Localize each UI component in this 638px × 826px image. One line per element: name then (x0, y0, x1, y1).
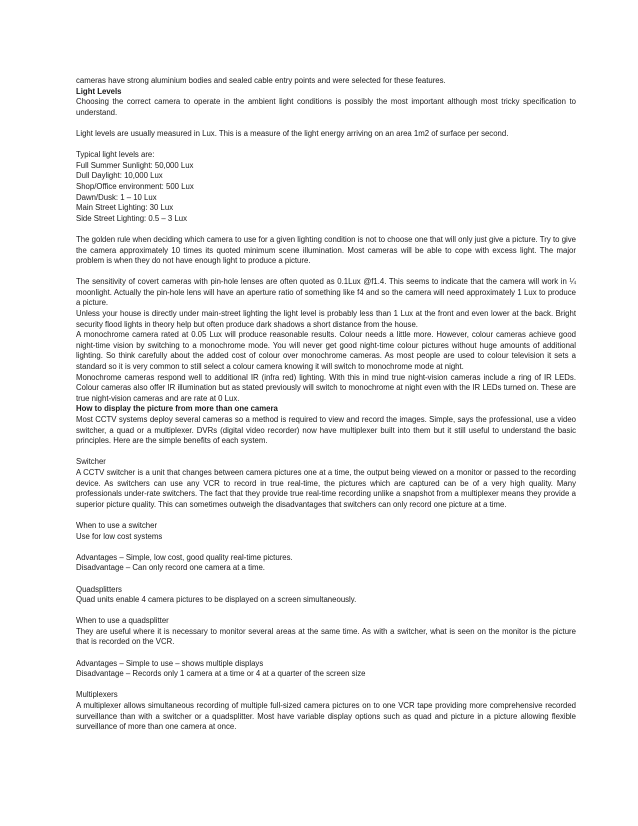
section-quadsplitters: Quadsplitters Quad units enable 4 camera pictures to be displayed on a screen simultaneously. (76, 584, 357, 605)
paragraph-choosing-camera: Choosing the correct camera to operate in the ambient light conditions is possibly the most important although most tricky specification to understand. (76, 97, 576, 117)
section-switcher-pros-cons: Advantages – Simple, low cost, good quality real-time pictures. Disadvantage – Can only record one camera at a time. (76, 552, 293, 573)
document-page (76, 76, 576, 733)
section-when-switcher: When to use a switcher Use for low cost systems (76, 520, 163, 541)
paragraph-pinhole-sensitivity: The sensitivity of covert cameras with pin-hole lenses are often quoted as 0.1Lux @f1.4. This seems to indicate that the camera will work in ¼ moonlight. Actually the pin-hole lens will have an aperture ratio of something like f4 and so the camera will need approximately 1 Lux to produce a picture. (76, 277, 576, 308)
section-quad-pros-cons: Advantages – Simple to use – shows multiple displays Disadvantage – Records only 1 camera at a time or 4 at a quarter of the screen size (76, 658, 366, 679)
paragraph-golden-rule: The golden rule when deciding which camera to use for a given lighting condition is not to choose one that will only just give a picture. Try to give the camera approximately 10 times its quoted minimum scene illumination. Most cameras will be able to cope with excess light. The major problem is when they do not have enough light to produce a picture. (76, 234, 576, 266)
section-when-quadsplitter: When to use a quadsplitter They are useful where it is necessary to monitor several areas at the same time. As with a switcher, what is seen on the monitor is the picture that is recorded on the VCR. (76, 616, 576, 647)
paragraph-ir-lighting: Monochrome cameras respond well to additional IR (infra red) lighting. With this in mind true night-vision cameras include a ring of IR LEDs. Colour cameras also offer IR illumination but as stated previously will switch to monochrome at night even with the IR LEDs turned on. These are true night-vision cameras and are rate at 0 Lux. (76, 372, 576, 403)
paragraph-street-lighting: Unless your house is directly under main-street lighting the light level is probably less than 1 Lux at the front and even lower at the back. Bright security flood lights in theory help but often produce dark shadows a short distance from the house. (76, 309, 576, 329)
heading-display-picture: How to display the picture from more than one camera (76, 404, 278, 414)
intro-paragraph: cameras have strong aluminium bodies and sealed cable entry points and were selected for these features. (76, 76, 446, 85)
paragraph-monochrome-vs-colour: A monochrome camera rated at 0.05 Lux will produce reasonable results. Colour needs a little more. However, colour cameras achieve good night-time vision by switching to a monochrome mode. You will never get good night-time colour pictures without huge amounts of additional lighting. So think carefully about the added cost of colour over monochrome cameras. As most people are used to colour television it sets a standard so it is very common to still select a colour camera knowing it will switch to monochrome mode at night. (76, 330, 576, 372)
paragraph-lux-definition: Light levels are usually measured in Lux. This is a measure of the light energy arriving on an area 1m2 of surface per second. (76, 128, 509, 138)
paragraph-cctv-systems: Most CCTV systems deploy several cameras so a method is required to view and record the images. Simple, says the professional, use a video switcher, a quad or a multiplexer. DVRs (digital video recorder) now have multiplexer built into them but it still useful to understand the basic principles. Here are the simple benefits of each system. (76, 415, 576, 446)
section-switcher: Switcher A CCTV switcher is a unit that changes between camera pictures one at a time, the output being viewed on a monitor or passed to the recording device. As switchers can use any VCR to record in true real-time, the pictures which are captured can be of a very high quality. Many professionals under-rate switchers. The fact that they provide true real-time recording unlike a snapshot from a multiplexer means they provide a superior picture quality. This can sometimes outweigh the disadvantages that switchers can only record one picture at a time. (76, 457, 576, 509)
light-levels-list: Typical light levels are: Full Summer Sunlight: 50,000 Lux Dull Daylight: 10,000 Lux Shop/Office environment: 500 Lux Dawn/Dusk: 1 – 10 Lux Main Street Lighting: 30 Lux Side Street Lighting: 0.5 – 3 Lux (76, 150, 194, 223)
heading-light-levels: Light Levels (76, 86, 122, 96)
section-multiplexers: Multiplexers A multiplexer allows simultaneous recording of multiple full-sized camera pictures on to one VCR tape providing more comprehensive recorded surveillance than with a switcher or a quadsplitter. Most have variable display options such as quad and picture in a picture allowing flexible surveillance of more than one camera at once. (76, 690, 576, 732)
